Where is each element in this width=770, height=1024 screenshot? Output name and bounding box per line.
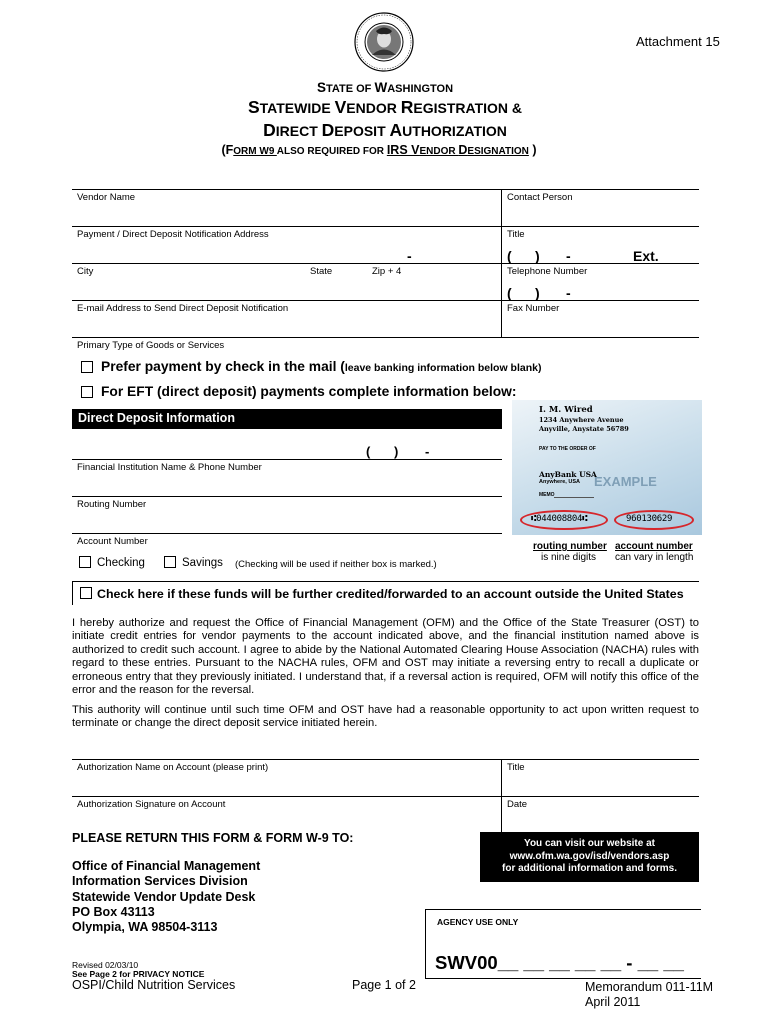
title-w9-note: (FORM W9 ALSO REQUIRED FOR IRS VENDOR DESIGNATION ) <box>221 143 537 157</box>
outside-us-checkbox[interactable] <box>80 587 92 599</box>
check-mail-checkbox[interactable] <box>81 361 93 373</box>
check-bank-city: Anywhere, USA <box>539 479 580 485</box>
zip-dash: - <box>407 248 412 264</box>
title-registration: STATEWIDE VENDOR REGISTRATION & <box>247 97 523 117</box>
routing-label: Routing Number <box>77 499 147 510</box>
check-bank: AnyBank USA <box>539 470 597 479</box>
state-seal <box>354 12 414 72</box>
account-label: Account Number <box>77 536 148 547</box>
privacy-notice: See Page 2 for PRIVACY NOTICE <box>72 969 205 979</box>
attachment-label: Attachment 15 <box>636 34 720 49</box>
return-address-line-5: Olympia, WA 98504-3113 <box>72 920 218 934</box>
agency-use-label: AGENCY USE ONLY <box>437 917 519 927</box>
check-example-watermark: EXAMPLE <box>594 474 657 489</box>
routing-digits: ⑆044008804⑆ <box>531 514 588 524</box>
city-field[interactable] <box>72 300 699 301</box>
title-direct-deposit: DIRECT DEPOSIT AUTHORIZATION <box>263 120 507 140</box>
fax-label: Fax Number <box>507 303 560 314</box>
return-heading: PLEASE RETURN THIS FORM & FORM W-9 TO: <box>72 831 354 845</box>
telephone-label: Telephone Number <box>507 266 588 277</box>
bank-paren-open: ( <box>366 444 371 459</box>
account-field[interactable] <box>72 533 502 534</box>
bank-dash: - <box>425 444 430 459</box>
routing-field[interactable] <box>72 496 502 497</box>
address-field[interactable] <box>72 263 699 264</box>
eft-option: For EFT (direct deposit) payments complete information below: <box>101 384 517 399</box>
checking-checkbox[interactable] <box>79 556 91 568</box>
email-label: E-mail Address to Send Direct Deposit Notification <box>77 303 289 314</box>
check-memo: MEMO <box>539 492 555 498</box>
routing-legend-desc: is nine digits <box>541 552 597 563</box>
website-box <box>480 832 699 882</box>
account-legend-title: account number <box>615 541 693 552</box>
savings-checkbox[interactable] <box>164 556 176 568</box>
ext-label: Ext. <box>633 248 659 264</box>
email-field[interactable] <box>72 337 699 338</box>
bank-paren-close: ) <box>394 444 399 459</box>
auth-signature-label: Authorization Signature on Account <box>77 799 226 810</box>
checking-note: (Checking will be used if neither box is marked.) <box>235 559 437 570</box>
check-pay-to: PAY TO THE ORDER OF <box>539 446 596 452</box>
website-line-1: You can visit our website at <box>524 838 655 849</box>
authorization-paragraph: I hereby authorize and request the Office of Financial Management (OFM) and the Office of the State Treasurer (OST) to initiate credit entries for vendor payments to the account indicated above, and the financial institution named above is authorized to credit such account. I agree to abide by the National Automated Clearing House Association (NACHA) rules with regard to these entries. Pursuant to the NACHA rules, OFM and OST may initiate a reversing entry to recall a duplicate or erroneous entry that they previously initiated. I understand that, if a reversal action is required, OFM will notify this office of the error and the reason for the reversal. <box>72 617 699 697</box>
agency-code: SWV00__ __ __ __ __ - __ __ <box>435 952 684 973</box>
website-line-3: for additional information and forms. <box>502 863 677 874</box>
fax-paren-close: ) <box>535 285 540 301</box>
auth-title-label: Title <box>507 762 525 773</box>
state-label: State <box>310 266 333 277</box>
phone-paren-close: ) <box>535 248 540 264</box>
fax-paren-open: ( <box>507 285 512 301</box>
title-label: Title <box>507 229 525 240</box>
account-legend-desc: can vary in length <box>615 552 694 563</box>
return-address-line-4: PO Box 43113 <box>72 905 155 919</box>
routing-legend-title: routing number <box>533 541 607 552</box>
contact-person-label: Contact Person <box>507 192 573 203</box>
memorandum-date: April 2011 <box>585 995 641 1009</box>
page-number: Page 1 of 2 <box>352 978 416 992</box>
institution-label: Financial Institution Name & Phone Number <box>77 462 262 473</box>
auth-name-field[interactable] <box>72 759 699 760</box>
check-example <box>512 400 702 535</box>
return-address-line-3: Statewide Vendor Update Desk <box>72 890 256 904</box>
check-payer-name: I. M. Wired <box>539 405 593 415</box>
return-address-line-2: Information Services Division <box>72 874 248 888</box>
auth-signature-field[interactable] <box>72 796 699 797</box>
account-digits: 960130629 <box>626 514 673 524</box>
authority-paragraph: This authority will continue until such time OFM and OST have had a reasonable opportunity to act upon written request to terminate or change the direct deposit service initiated herein. <box>72 704 699 730</box>
institution-field[interactable] <box>72 459 502 460</box>
direct-deposit-header-text: Direct Deposit Information <box>78 411 235 425</box>
goods-label: Primary Type of Goods or Services <box>77 340 225 351</box>
revised-date: Revised 02/03/10 <box>72 960 139 970</box>
vendor-name-label: Vendor Name <box>77 192 136 203</box>
check-mail-option: Prefer payment by check in the mail (leave banking information below blank) <box>101 359 542 374</box>
zip-label: Zip + 4 <box>372 266 402 277</box>
check-memo-line <box>554 497 594 498</box>
check-payer-street: 1234 Anywhere Avenue <box>539 416 624 424</box>
direct-deposit-header <box>72 409 502 429</box>
agency-box-top <box>425 909 701 910</box>
city-label: City <box>77 266 94 277</box>
payment-address-label: Payment / Direct Deposit Notification Address <box>77 229 269 240</box>
savings-label: Savings <box>182 557 223 569</box>
phone-paren-open: ( <box>507 248 512 264</box>
eft-checkbox[interactable] <box>81 386 93 398</box>
memorandum-label: Memorandum 011-11M <box>585 980 714 994</box>
return-address-line-1: Office of Financial Management <box>72 859 261 873</box>
auth-date-label: Date <box>507 799 528 810</box>
title-state: STATE OF WASHINGTON <box>316 80 454 95</box>
fax-dash: - <box>566 285 571 301</box>
phone-dash: - <box>566 248 571 264</box>
checking-label: Checking <box>97 557 145 569</box>
website-url[interactable]: www.ofm.wa.gov/isd/vendors.asp <box>509 850 670 862</box>
check-payer-city: Anyville, Anystate 56789 <box>539 425 629 433</box>
outside-us-label: Check here if these funds will be further credited/forwarded to an account outside the United States <box>97 587 684 601</box>
rule-top <box>72 189 699 190</box>
vendor-name-field[interactable] <box>72 226 699 227</box>
auth-name-label: Authorization Name on Account (please print) <box>77 762 269 773</box>
ospi-label: OSPI/Child Nutrition Services <box>72 978 236 992</box>
